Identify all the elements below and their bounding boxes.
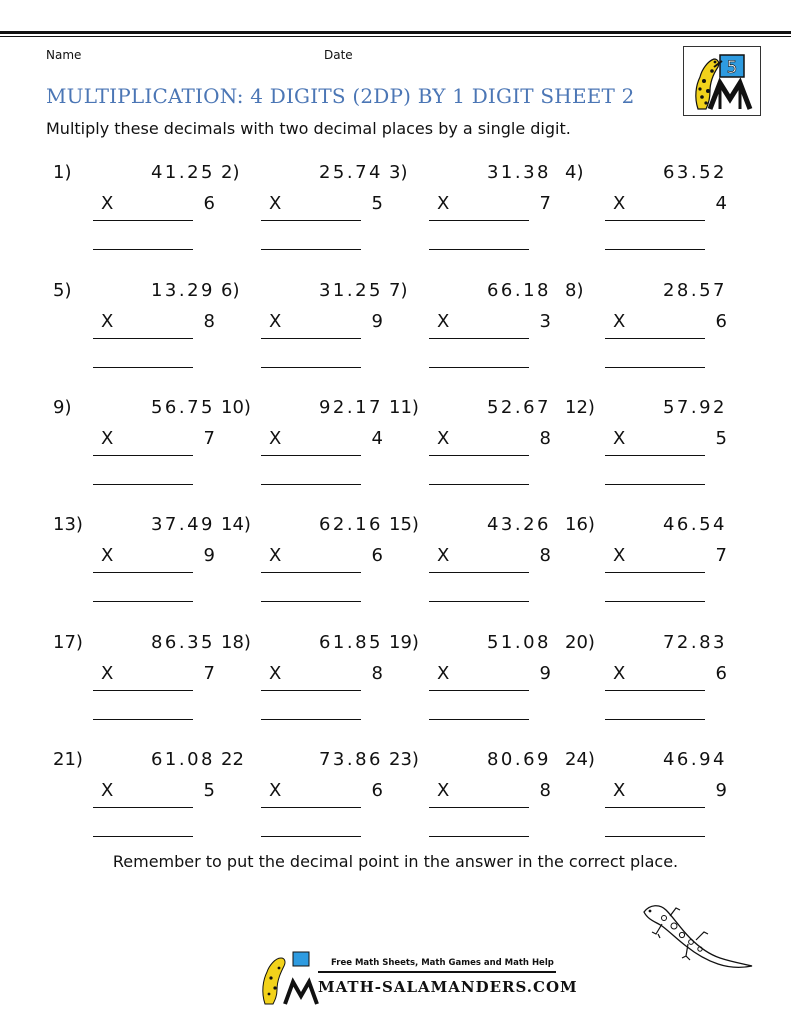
problem-item xyxy=(53,514,223,604)
answer-line[interactable] xyxy=(429,484,529,485)
product-rule xyxy=(93,220,193,221)
multiplicand: 51.08 xyxy=(486,632,551,653)
product-rule xyxy=(429,690,529,691)
product-rule xyxy=(605,338,705,339)
answer-line[interactable] xyxy=(93,249,193,250)
times-sign: X xyxy=(101,780,114,801)
multiplicand: 37.49 xyxy=(150,514,215,535)
multiplier: 4 xyxy=(715,193,727,214)
multiplicand: 25.74 xyxy=(318,162,383,183)
multiplier: 6 xyxy=(203,193,215,214)
product-rule xyxy=(605,455,705,456)
answer-line[interactable] xyxy=(429,601,529,602)
problem-item xyxy=(565,749,735,839)
problem-number: 12) xyxy=(565,397,595,418)
answer-line[interactable] xyxy=(93,836,193,837)
product-rule xyxy=(261,455,361,456)
multiplier: 8 xyxy=(539,428,551,449)
product-rule xyxy=(261,807,361,808)
problem-number: 9) xyxy=(53,397,72,418)
answer-line[interactable] xyxy=(605,836,705,837)
product-rule xyxy=(429,338,529,339)
multiplicand: 80.69 xyxy=(486,749,551,770)
problem-number: 13) xyxy=(53,514,83,535)
product-rule xyxy=(261,338,361,339)
answer-line[interactable] xyxy=(429,719,529,720)
product-rule xyxy=(429,220,529,221)
answer-line[interactable] xyxy=(429,249,529,250)
multiplicand: 46.94 xyxy=(662,749,727,770)
multiplier: 9 xyxy=(203,545,215,566)
answer-line[interactable] xyxy=(93,601,193,602)
product-rule xyxy=(429,807,529,808)
problem-number: 19) xyxy=(389,632,419,653)
multiplicand: 13.29 xyxy=(150,280,215,301)
top-rule-thin xyxy=(0,36,791,37)
problem-item xyxy=(53,749,223,839)
multiplier: 8 xyxy=(539,780,551,801)
times-sign: X xyxy=(437,780,450,801)
problem-item xyxy=(53,280,223,370)
multiplicand: 41.25 xyxy=(150,162,215,183)
product-rule xyxy=(605,572,705,573)
multiplier: 6 xyxy=(371,545,383,566)
multiplier: 6 xyxy=(715,311,727,332)
problem-number: 6) xyxy=(221,280,240,301)
answer-line[interactable] xyxy=(605,484,705,485)
product-rule xyxy=(93,690,193,691)
product-rule xyxy=(93,572,193,573)
problem-item xyxy=(53,397,223,487)
multiplier: 5 xyxy=(203,780,215,801)
times-sign: X xyxy=(101,545,114,566)
multiplier: 8 xyxy=(539,545,551,566)
multiplier: 9 xyxy=(539,663,551,684)
times-sign: X xyxy=(437,193,450,214)
multiplicand: 63.52 xyxy=(662,162,727,183)
times-sign: X xyxy=(269,663,282,684)
problem-item xyxy=(389,514,559,604)
multiplicand: 52.67 xyxy=(486,397,551,418)
answer-line[interactable] xyxy=(429,836,529,837)
product-rule xyxy=(605,807,705,808)
times-sign: X xyxy=(437,545,450,566)
problem-item xyxy=(221,397,391,487)
times-sign: X xyxy=(613,545,626,566)
times-sign: X xyxy=(437,428,450,449)
times-sign: X xyxy=(101,428,114,449)
product-rule xyxy=(605,690,705,691)
problem-item xyxy=(221,632,391,722)
salamander-logo-icon xyxy=(684,47,760,115)
multiplicand: 56.75 xyxy=(150,397,215,418)
problem-item xyxy=(565,397,735,487)
multiplicand: 73.86 xyxy=(318,749,383,770)
reminder-note: Remember to put the decimal point in the answer in the correct place. xyxy=(112,852,679,871)
problem-number: 3) xyxy=(389,162,408,183)
times-sign: X xyxy=(613,780,626,801)
answer-line[interactable] xyxy=(429,367,529,368)
multiplier: 4 xyxy=(371,428,383,449)
problem-number: 10) xyxy=(221,397,251,418)
times-sign: X xyxy=(437,663,450,684)
times-sign: X xyxy=(269,193,282,214)
times-sign: X xyxy=(613,428,626,449)
answer-line[interactable] xyxy=(261,601,361,602)
multiplicand: 92.17 xyxy=(318,397,383,418)
answer-line[interactable] xyxy=(261,836,361,837)
footer-site-link[interactable]: MATH-SALAMANDERS.COM xyxy=(318,978,578,996)
footer-logo xyxy=(255,948,555,1006)
product-rule xyxy=(261,572,361,573)
multiplier: 8 xyxy=(371,663,383,684)
multiplicand: 61.08 xyxy=(150,749,215,770)
times-sign: X xyxy=(101,663,114,684)
times-sign: X xyxy=(269,311,282,332)
problem-number: 14) xyxy=(221,514,251,535)
multiplicand: 43.26 xyxy=(486,514,551,535)
multiplier: 6 xyxy=(715,663,727,684)
problem-item xyxy=(221,749,391,839)
answer-line[interactable] xyxy=(261,719,361,720)
top-rule xyxy=(0,31,791,34)
problem-number: 22 xyxy=(221,749,244,770)
times-sign: X xyxy=(269,428,282,449)
multiplicand: 57.92 xyxy=(662,397,727,418)
problem-item xyxy=(221,280,391,370)
problem-number: 16) xyxy=(565,514,595,535)
problem-number: 4) xyxy=(565,162,584,183)
problem-item xyxy=(221,514,391,604)
problem-item xyxy=(565,514,735,604)
answer-line[interactable] xyxy=(93,484,193,485)
product-rule xyxy=(429,572,529,573)
problem-number: 18) xyxy=(221,632,251,653)
product-rule xyxy=(93,455,193,456)
worksheet-title: MULTIPLICATION: 4 DIGITS (2DP) BY 1 DIGIT SHEET 2 xyxy=(46,84,635,108)
multiplicand: 66.18 xyxy=(486,280,551,301)
problem-number: 20) xyxy=(565,632,595,653)
answer-line[interactable] xyxy=(93,367,193,368)
multiplicand: 62.16 xyxy=(318,514,383,535)
multiplicand: 72.83 xyxy=(662,632,727,653)
problem-number: 5) xyxy=(53,280,72,301)
multiplicand: 61.85 xyxy=(318,632,383,653)
problem-number: 24) xyxy=(565,749,595,770)
problem-item xyxy=(389,749,559,839)
multiplier: 3 xyxy=(539,311,551,332)
problem-item xyxy=(389,280,559,370)
problem-item xyxy=(389,162,559,252)
svg-text:5: 5 xyxy=(726,58,738,78)
multiplicand: 86.35 xyxy=(150,632,215,653)
multiplier: 9 xyxy=(371,311,383,332)
multiplier: 7 xyxy=(203,428,215,449)
answer-line[interactable] xyxy=(605,367,705,368)
times-sign: X xyxy=(613,311,626,332)
answer-line[interactable] xyxy=(605,601,705,602)
footer-rule xyxy=(318,971,556,973)
problem-item xyxy=(565,162,735,252)
times-sign: X xyxy=(613,663,626,684)
multiplier: 9 xyxy=(715,780,727,801)
product-rule xyxy=(93,338,193,339)
problem-number: 7) xyxy=(389,280,408,301)
product-rule xyxy=(429,455,529,456)
answer-line[interactable] xyxy=(261,484,361,485)
problem-number: 17) xyxy=(53,632,83,653)
salamander-drawing-icon xyxy=(636,898,756,978)
times-sign: X xyxy=(101,193,114,214)
problem-item xyxy=(53,162,223,252)
multiplicand: 31.38 xyxy=(486,162,551,183)
problem-item xyxy=(53,632,223,722)
problem-number: 21) xyxy=(53,749,83,770)
problem-item xyxy=(389,397,559,487)
grade-logo xyxy=(683,46,761,116)
product-rule xyxy=(93,807,193,808)
problem-item xyxy=(565,280,735,370)
answer-line[interactable] xyxy=(261,367,361,368)
product-rule xyxy=(605,220,705,221)
times-sign: X xyxy=(437,311,450,332)
multiplicand: 28.57 xyxy=(662,280,727,301)
name-label: Name xyxy=(46,48,82,62)
footer-tagline: Free Math Sheets, Math Games and Math Help xyxy=(331,958,554,968)
problem-item xyxy=(389,632,559,722)
times-sign: X xyxy=(269,780,282,801)
product-rule xyxy=(261,690,361,691)
problem-item xyxy=(221,162,391,252)
multiplier: 7 xyxy=(203,663,215,684)
product-rule xyxy=(261,220,361,221)
multiplier: 5 xyxy=(715,428,727,449)
answer-line[interactable] xyxy=(261,249,361,250)
times-sign: X xyxy=(269,545,282,566)
multiplier: 7 xyxy=(539,193,551,214)
problem-number: 11) xyxy=(389,397,419,418)
instructions: Multiply these decimals with two decimal places by a single digit. xyxy=(46,119,571,138)
answer-line[interactable] xyxy=(605,719,705,720)
answer-line[interactable] xyxy=(605,249,705,250)
date-label: Date xyxy=(324,48,353,62)
answer-line[interactable] xyxy=(93,719,193,720)
multiplicand: 31.25 xyxy=(318,280,383,301)
multiplier: 5 xyxy=(371,193,383,214)
problem-number: 2) xyxy=(221,162,240,183)
problem-number: 23) xyxy=(389,749,419,770)
footer-salamander-icon xyxy=(255,948,325,1006)
times-sign: X xyxy=(613,193,626,214)
multiplier: 7 xyxy=(715,545,727,566)
problem-item xyxy=(565,632,735,722)
problem-number: 1) xyxy=(53,162,72,183)
times-sign: X xyxy=(101,311,114,332)
multiplicand: 46.54 xyxy=(662,514,727,535)
multiplier: 6 xyxy=(371,780,383,801)
multiplier: 8 xyxy=(203,311,215,332)
problem-number: 8) xyxy=(565,280,584,301)
problem-number: 15) xyxy=(389,514,419,535)
